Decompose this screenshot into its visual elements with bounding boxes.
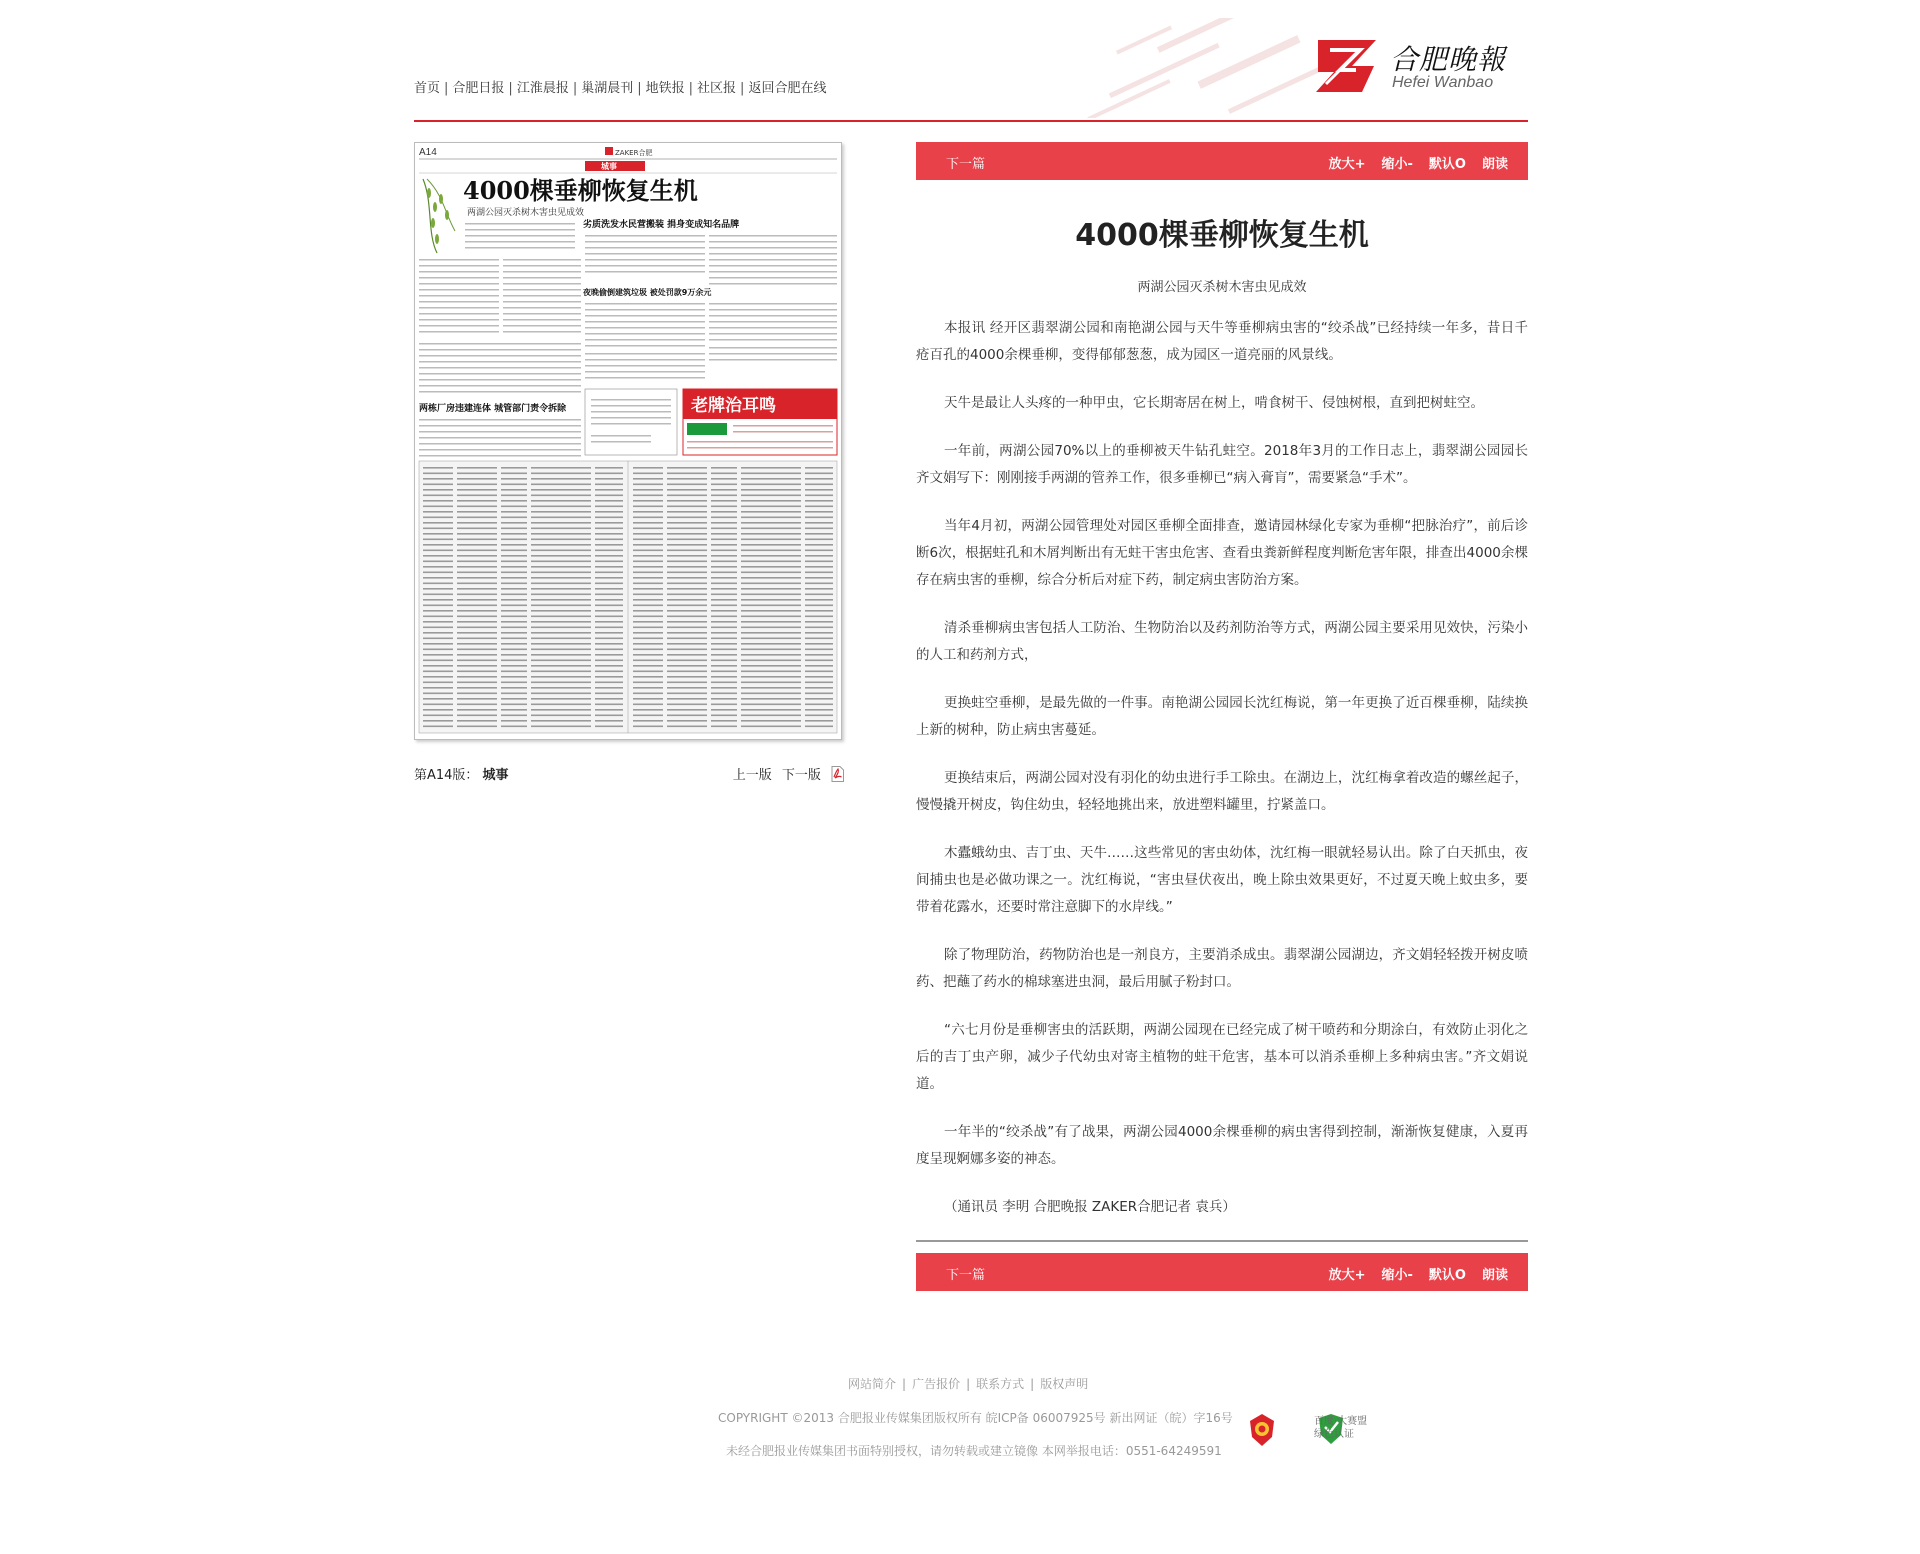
prev-page-link[interactable]: 上一版 bbox=[732, 768, 772, 783]
page-section: 城事 bbox=[482, 768, 509, 783]
logo-english: Hefei Wanbao bbox=[1392, 74, 1494, 91]
read-aloud-button[interactable]: 朗读 bbox=[1481, 157, 1508, 172]
article-toolbar-top bbox=[916, 142, 1528, 180]
thumb-side-head-2: 劣质洗发水民营搬装 捐身变成知名品牌 bbox=[583, 220, 740, 230]
article-paragraph: 本报讯 经开区翡翠湖公园和南艳湖公园与天牛等垂柳病虫害的“绞杀战”已经持续一年多，昔日千疮百孔的4000余棵垂柳，变得郁郁葱葱，成为园区一道亮丽的风景线。 bbox=[916, 320, 1528, 363]
page-caption bbox=[414, 764, 844, 783]
footer-link-copyright[interactable]: 版权声明 bbox=[1040, 1377, 1089, 1391]
default-size-button[interactable]: 默认O bbox=[1428, 1268, 1466, 1283]
article-bottom-divider bbox=[916, 1240, 1528, 1242]
article-paragraph: 木蠹蛾幼虫、吉丁虫、天牛……这些常见的害虫幼体，沈红梅一眼就轻易认出。除了白天抓虫，夜间捕虫也是必做功课之一。沈红梅说，“害虫昼伏夜出，晚上除虫效果更好，不过夏天晚上蚊虫多，要带着花露水，还要时常注意脚下的水岸线。” bbox=[916, 845, 1528, 915]
article-panel bbox=[916, 142, 1528, 1283]
nav-home[interactable]: 首页 bbox=[414, 81, 441, 96]
article-paragraph: 一年半的“绞杀战”有了战果，两湖公园4000余棵垂柳的病虫害得到控制，渐渐恢复健康，入夏再度呈现婀娜多姿的神态。 bbox=[916, 1124, 1528, 1167]
zoom-in-button[interactable]: 放大+ bbox=[1328, 157, 1366, 172]
article-title: 4000棵垂柳恢复生机 bbox=[1075, 218, 1369, 253]
newspaper-page-thumbnail[interactable] bbox=[414, 142, 842, 740]
footer-copyright: COPYRIGHT ©2013 合肥报业传媒集团版权所有 皖ICP备 06007925号 新出网证（皖）字16号 bbox=[718, 1411, 1233, 1425]
article-paragraph: 清杀垂柳病虫害包括人工防治、生物防治以及药剂防治等方式，两湖公园主要采用见效快，污染小的人工和药剂方式， bbox=[916, 620, 1528, 663]
page-label: 第A14版： bbox=[414, 768, 479, 783]
thumbnail-graphic bbox=[415, 143, 841, 739]
article-byline: （通讯员 李明 合肥晚报 ZAKER合肥记者 袁兵） bbox=[944, 1199, 1236, 1215]
zoom-in-button[interactable]: 放大+ bbox=[1328, 1268, 1366, 1283]
next-page-link[interactable]: 下一版 bbox=[781, 768, 821, 783]
thumb-section: 城事 bbox=[601, 162, 617, 171]
article-paragraph: 更换蛀空垂柳，是最先做的一件事。南艳湖公园园长沈红梅说，第一年更换了近百棵垂柳，陆续换上新的树种，防止病虫害蔓延。 bbox=[916, 695, 1528, 738]
thumb-headline: 4000棵垂柳恢复生机 bbox=[463, 176, 698, 205]
thumb-side-head-1: 两栋厂房违建连体 城管部门责令拆除 bbox=[419, 404, 567, 414]
logo-chinese: 合肥晚報 bbox=[1390, 43, 1507, 76]
footer-link-ad-prices[interactable]: 广告报价 bbox=[912, 1377, 961, 1391]
footer-links: 网站简介 | 广告报价 | 联系方式 | 版权声明 bbox=[848, 1377, 1089, 1391]
thumb-ad-text: 老牌治耳鸣 bbox=[691, 396, 776, 416]
article-subtitle: 两湖公园灭杀树木害虫见成效 bbox=[1137, 280, 1307, 295]
article-paragraph: 除了物理防治，药物防治也是一剂良方，主要消杀成虫。翡翠湖公园湖边，齐文娟轻轻拨开树皮喷药、把蘸了药水的棉球塞进虫洞，最后用腻子粉封口。 bbox=[916, 947, 1528, 990]
footer-link-about[interactable]: 网站简介 bbox=[848, 1377, 897, 1391]
page-wrapper bbox=[414, 0, 1528, 1283]
green-certification-badge[interactable] bbox=[1286, 1413, 1376, 1447]
header bbox=[414, 0, 1528, 120]
footer-notice: 未经合肥报业传媒集团书面特别授权，请勿转载或建立镜像 本网举报电话：0551-64249591 bbox=[726, 1444, 1222, 1458]
site-logo[interactable] bbox=[1312, 36, 1528, 96]
logo-icon bbox=[1312, 36, 1382, 96]
zoom-out-button[interactable]: 缩小- bbox=[1381, 1268, 1413, 1283]
badge-text-2: 绿色认证 bbox=[1314, 1429, 1354, 1440]
pdf-icon[interactable] bbox=[831, 766, 844, 782]
zoom-out-button[interactable]: 缩小- bbox=[1381, 157, 1413, 172]
article-paragraph: “六七月份是垂柳害虫的活跃期，两湖公园现在已经完成了树干喷药和分期涂白，有效防止羽化之后的吉丁虫产卵，减少子代幼虫对寄主植物的蛀干危害，基本可以消杀垂柳上多种病虫害。”齐文娟说道。 bbox=[916, 1022, 1528, 1092]
article-toolbar-bottom bbox=[916, 1253, 1528, 1291]
read-aloud-button[interactable]: 朗读 bbox=[1481, 1268, 1508, 1283]
thumb-page-no: A14 bbox=[419, 147, 437, 158]
article-paragraph: 天牛是最让人头疼的一种甲虫，它长期寄居在树上，啃食树干、侵蚀树根，直到把树蛀空。 bbox=[944, 395, 1484, 411]
default-size-button[interactable]: 默认O bbox=[1428, 157, 1466, 172]
top-nav: 首页 | 合肥日报 | 江淮晨报 | 巢湖晨刊 | 地铁报 | 社区报 | 返回合肥在线 bbox=[414, 81, 827, 96]
next-article-link-bottom[interactable]: 下一篇 bbox=[946, 1268, 986, 1283]
thumb-zaker: ZAKER合肥 bbox=[615, 149, 653, 157]
footer-link-contact[interactable]: 联系方式 bbox=[976, 1377, 1025, 1391]
thumb-side-head-3: 夜晚偷倒建筑垃圾 被处罚款9万余元 bbox=[583, 288, 712, 297]
nav-jianghuai-morning[interactable]: 江淮晨报 bbox=[516, 81, 569, 96]
page-pager bbox=[727, 764, 844, 783]
nav-community-paper[interactable]: 社区报 bbox=[697, 81, 737, 96]
article-paragraph: 一年前，两湖公园70%以上的垂柳被天牛钻孔蛀空。2018年3月的工作日志上，翡翠湖公园园长齐文娟写下：刚刚接手两湖的管养工作，很多垂柳已“病入膏肓”，需要紧急“手术”。 bbox=[916, 443, 1528, 486]
next-article-link[interactable]: 下一篇 bbox=[946, 157, 986, 172]
nav-chaohu-morning[interactable]: 巢湖晨刊 bbox=[581, 81, 634, 96]
badge-text-1: 百度·大赛盟 bbox=[1314, 1416, 1368, 1427]
article-paragraph: 当年4月初，两湖公园管理处对园区垂柳全面排查，邀请园林绿化专家为垂柳“把脉治疗”，前后诊断6次，根据蛀孔和木屑判断出有无蛀干害虫危害、查看虫粪新鲜程度判断危害年限，排查出4000余棵存在病虫害的垂柳，综合分析后对症下药，制定病虫害防治方案。 bbox=[916, 518, 1528, 588]
nav-hefei-daily[interactable]: 合肥日报 bbox=[452, 81, 505, 96]
reading-tools-bottom bbox=[1313, 1264, 1508, 1283]
police-badge-icon[interactable] bbox=[1248, 1413, 1276, 1447]
header-divider bbox=[414, 120, 1528, 122]
nav-metro-paper[interactable]: 地铁报 bbox=[645, 81, 685, 96]
reading-tools bbox=[1313, 153, 1508, 172]
article-body bbox=[916, 315, 1528, 1221]
nav-back-hefei-online[interactable]: 返回合肥在线 bbox=[748, 81, 827, 96]
thumb-subhead: 两湖公园灭杀树木害虫见成效 bbox=[467, 208, 585, 218]
article-paragraph: 更换结束后，两湖公园对没有羽化的幼虫进行手工除虫。在湖边上，沈红梅拿着改造的螺丝起子，慢慢撬开树皮，钩住幼虫，轻轻地挑出来，放进塑料罐里，拧紧盖口。 bbox=[916, 770, 1528, 813]
